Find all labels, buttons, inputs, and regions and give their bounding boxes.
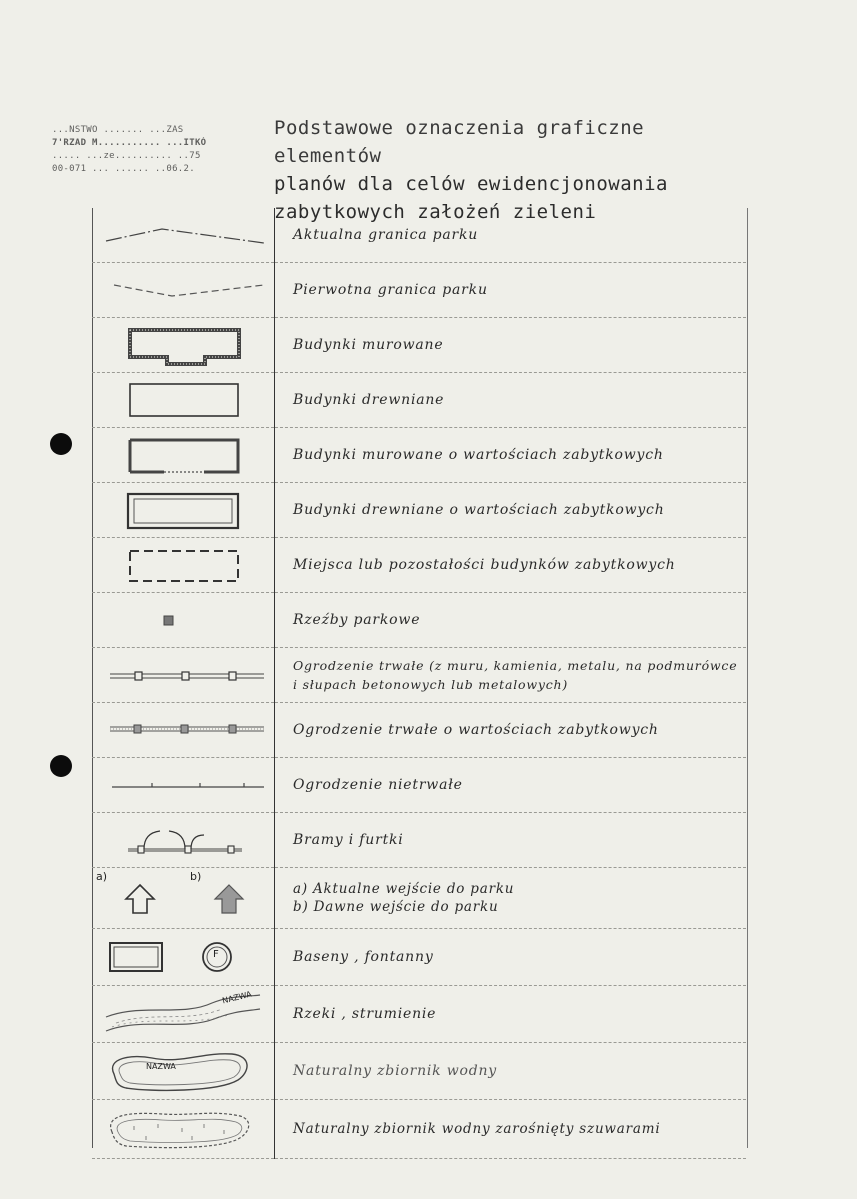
legend-label: Miejsca lub pozostałości budynków zabytkowych [275,538,747,593]
wooden-building-symbol [92,373,275,428]
punch-hole [50,755,72,777]
legend-label-b: b) Dawne wejście do parku [293,899,499,915]
legend-label: Aktualna granica parku [275,208,747,263]
legend-row [92,986,746,1043]
title-line-3: zabytkowych założeń zieleni [274,201,597,223]
gates-symbol [92,813,275,868]
stamp-line: ...NSTWO ....... ...ZAS [52,125,184,135]
legend-row [92,318,746,373]
legend-row [92,813,746,868]
reservoir-name-tag: NAZWA [146,1062,176,1071]
river-name-tag: NAZWA [221,989,253,1006]
entrances-labels [275,868,747,929]
office-stamp [52,124,267,176]
legend-label: Budynki murowane [275,318,747,373]
natural-reservoir-symbol [92,1043,275,1100]
legend-row [92,648,746,703]
legend-row [92,868,746,929]
permanent-fence-symbol [92,648,275,703]
legend-label: Naturalny zbiornik wodny [275,1043,747,1100]
legend-label: Pierwotna granica parku [275,263,747,318]
legend-label: Rzeźby parkowe [275,593,747,648]
stamp-line: 7'RZAD M........... ...ITKÓ [52,138,207,148]
historic-masonry-building-symbol [92,428,275,483]
actual-boundary-symbol [92,208,275,263]
historic-wooden-building-symbol [92,483,275,538]
legend-row [92,1043,746,1100]
legend-row [92,263,746,318]
park-sculpture-symbol [92,593,275,648]
legend-label: Ogrodzenie trwałe (z muru, kamienia, metalu, na podmurówce i słupach betonowych lub metalowych) [275,648,747,703]
marker-b: b) [190,870,202,883]
legend-row [92,538,746,593]
building-remains-symbol [92,538,275,593]
legend-label: Ogrodzenie nietrwałe [275,758,747,813]
masonry-building-symbol [92,318,275,373]
legend-label: Ogrodzenie trwałe o wartościach zabytkowych [275,703,747,758]
legend-row [92,373,746,428]
legend-row [92,593,746,648]
legend-label: Budynki drewniane [275,373,747,428]
legend-row [92,1100,746,1159]
entrances-symbol [92,868,275,929]
legend-row [92,208,746,263]
fountain-letter: F [213,949,219,960]
reed-reservoir-symbol [92,1100,275,1159]
legend-label: Naturalny zbiornik wodny zarośnięty szuwarami [275,1100,747,1159]
original-boundary-symbol [92,263,275,318]
title-line-1: Podstawowe oznaczenia graficzne elementów [274,117,645,167]
legend-row [92,929,746,986]
punch-hole [50,433,72,455]
title-line-2: planów dla celów ewidencjonowania [274,173,668,195]
marker-a: a) [96,870,108,883]
legend-row [92,428,746,483]
legend-label-a: a) Aktualne wejście do parku [293,881,515,897]
legend-row [92,483,746,538]
temporary-fence-symbol [92,758,275,813]
legend-row [92,703,746,758]
legend-label: Budynki drewniane o wartościach zabytkowych [275,483,747,538]
legend-label: Baseny , fontanny [275,929,747,986]
legend-row [92,758,746,813]
pools-fountains-symbol [92,929,275,986]
stamp-line: 00-071 ... ...... ..06.2. [52,164,195,174]
legend-label: Bramy i furtki [275,813,747,868]
rivers-symbol [92,986,275,1043]
legend-table [92,208,746,1159]
stamp-line: ..... ...ze.......... ..75 [52,151,201,161]
legend-label: Budynki murowane o wartościach zabytkowych [275,428,747,483]
legend-label: Rzeki , strumienie [275,986,747,1043]
historic-fence-symbol [92,703,275,758]
